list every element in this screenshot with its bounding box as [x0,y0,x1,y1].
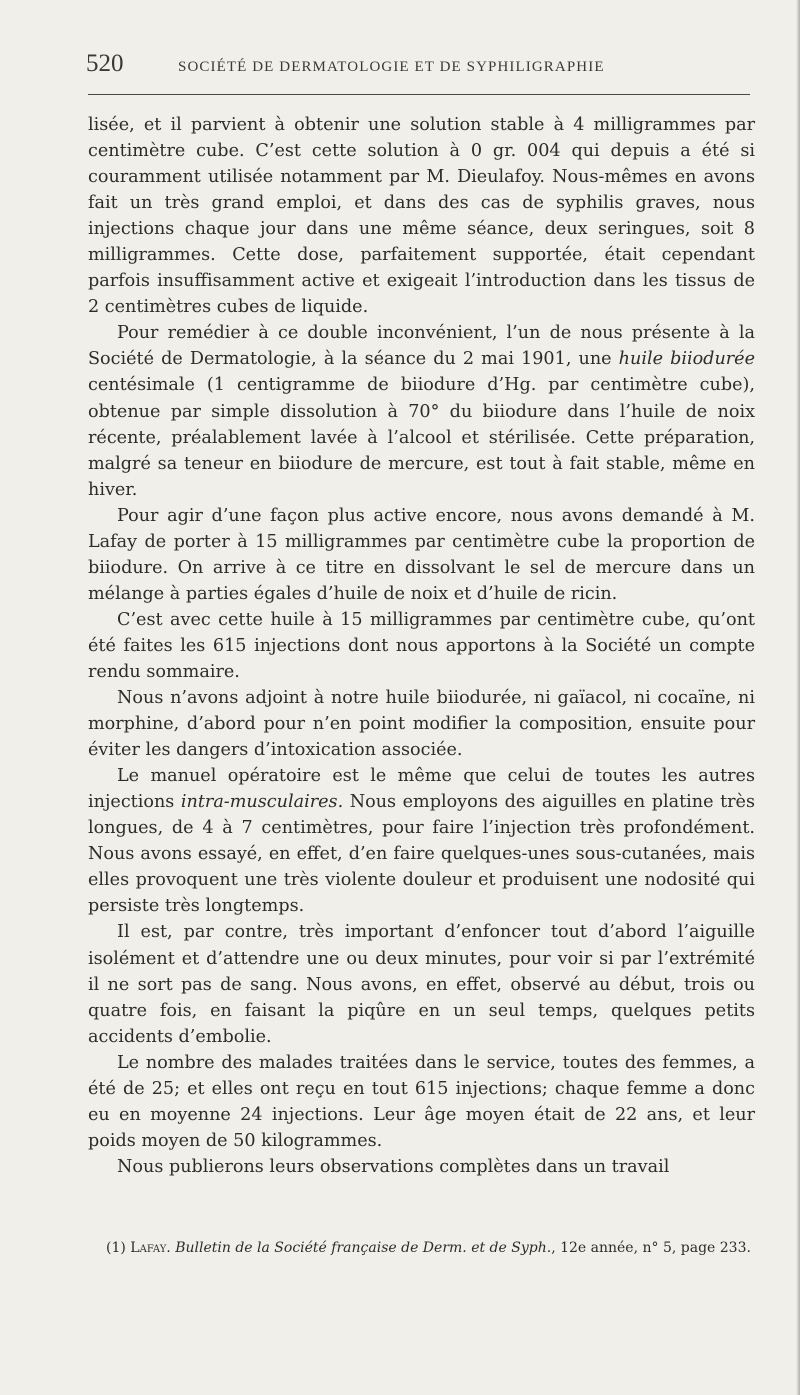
paragraph-6-end: Nous employons des aiguilles en platine très longues, de 4 à 7 centimètres, pour faire l’injection très profondément. Nous avons essayé, en effet, d’en faire quelques-unes sous-cutanées, mais elles provoquent une très violente douleur et produisent une nodosité qui persiste très longtemps. [88,792,755,917]
footnote-author: Lafay. [130,1240,171,1256]
paragraph-6-italic: intra-musculaires. [180,792,344,813]
page-number: 520 [86,50,124,77]
paragraph-6 [88,763,755,919]
footnote-marker: (1) [106,1240,126,1256]
paragraph-5: Nous n’avons adjoint à notre huile biiodurée, ni gaïacol, ni cocaïne, ni morphine, d’abord pour n’en point modifier la composition, ensuite pour éviter les dangers d’intoxication associée. [88,688,755,761]
paragraph-1: lisée, et il parvient à obtenir une solution stable à 4 milligrammes par centimètre cube. C’est cette solution à 0 gr. 004 qui depuis a été si couramment utilisée notamment par M. Dieulafoy. Nous-mêmes en avons fait un très grand emploi, et dans des cas de syphilis graves, nous injections chaque jour dans une même séance, deux seringues, soit 8 milligrammes. Cette dose, parfaitement supportée, était cependant parfois insuffisamment active et exigeait l’introduction dans les tissus de 2 centimètres cubes de liquide. [88,115,755,318]
paragraph-8: Le nombre des malades traitées dans le service, toutes des femmes, a été de 25; et elles ont reçu en tout 615 injections; chaque femme a donc eu en moyenne 24 injections. Leur âge moyen était de 22 ans, et leur poids moyen de 50 kilogrammes. [88,1052,755,1151]
paragraph-7: Il est, par contre, très important d’enfoncer tout d’abord l’aiguille isolément et d’attendre une ou deux minutes, pour voir si par l’extrémité il ne sort pas de sang. Nous avons, en effet, observé au début, trois ou quatre fois, en faisant la piqûre en un seul temps, quelques petits accidents d’embolie. [88,922,755,1047]
paragraph-2-end: centésimale (1 centigramme de biiodure d’Hg. par centimètre cube), obtenue par simple dissolution à 70° du biiodure dans l’huile de noix récente, préalablement lavée à l’alcool et stérilisée. Cette préparation, malgré sa teneur en biiodure de mercure, est tout à fait stable, même en hiver. [88,375,755,500]
paragraph-2-italic: huile biiodurée [618,349,756,370]
header-rule [88,94,750,95]
paragraph-4: C’est avec cette huile à 15 milligrammes par centimètre cube, qu’ont été faites les 615 injections dont nous apportons à la Société un compte rendu sommaire. [88,609,755,682]
running-head: SOCIÉTÉ DE DERMATOLOGIE ET DE SYPHILIGRAPHIE [178,59,605,75]
footnote-text [88,1238,755,1259]
page-header [86,50,756,84]
paragraph-2 [88,320,755,502]
paragraph-3: Pour agir d’une façon plus active encore, nous avons demandé à M. Lafay de porter à 15 milligrammes par centimètre cube la proportion de biiodure. On arrive à ce titre en dissolvant le sel de mercure dans un mélange à parties égales d’huile de noix et d’huile de ricin. [88,505,755,604]
paragraph-6-start: Le manuel opératoire est le même que celui de toutes les autres injections [88,766,755,813]
paragraph-2-start: Pour remédier à ce double inconvénient, l’un de nous présente à la Société de Dermatologie, à la séance du 2 mai 1901, une [88,323,755,370]
footnote [88,1238,755,1259]
footnote-title: Bulletin de la Société française de Derm. et de Syph. [175,1240,552,1256]
body-text [88,112,755,1180]
paragraph-9: Nous publierons leurs observations complètes dans un travail [117,1156,670,1177]
footnote-details: , 12e année, n° 5, page 233. [551,1240,751,1256]
page-edge-shadow [796,0,800,1395]
